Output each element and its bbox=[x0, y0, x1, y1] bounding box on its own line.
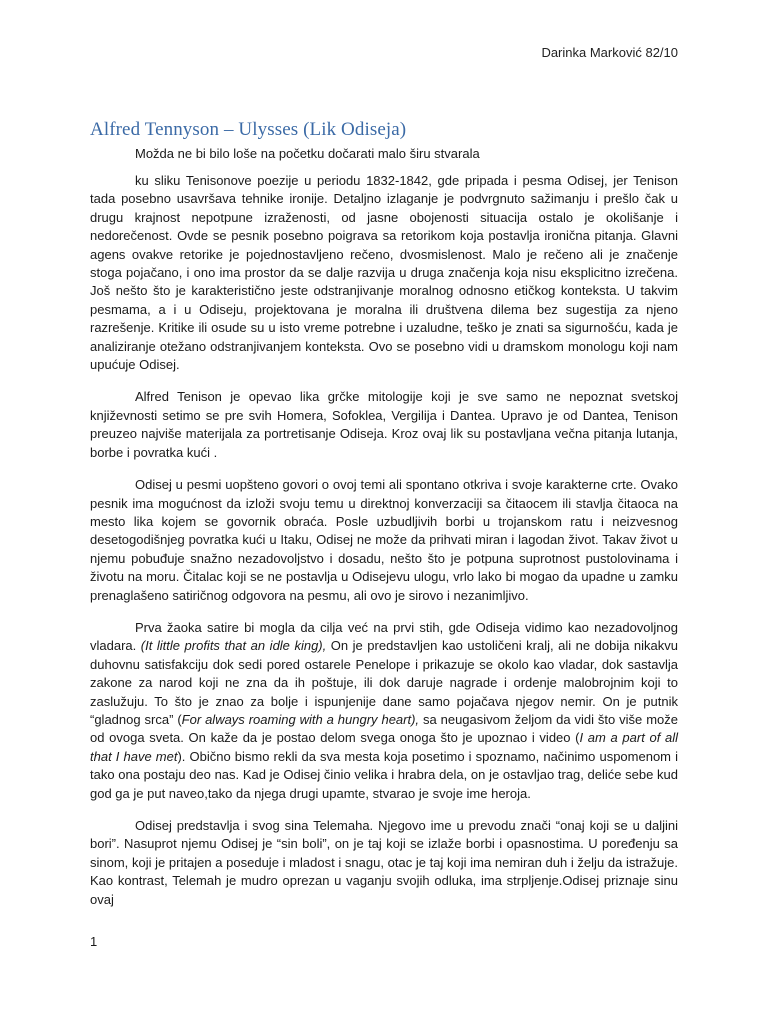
page-number: 1 bbox=[90, 934, 98, 949]
quote-hungry-heart: For always roaming with a hungry heart), bbox=[181, 711, 420, 727]
paragraph-4-text-1: Prva žaoka satire bi mogla da cilja već na prvi stih, gde Odiseja vidimo kao nezadovoljnog vladara. bbox=[90, 619, 678, 654]
paragraph-4-text-2: On je predstavljen kao ustoličeni kralj, ali ne dobija nikakvu duhovnu satisfakciju dok sedi pored ostarele Penelope i prikazuje se okolo kao vladar, dok sastavlja zakone za narod koji ne zna da ih poštuje, ili dok daruje nagrade i ordenje malobrojnim koji to zaslužuju. To što je znao za bolje i ispunjenije dane samo pojačava njegov nemir. On je putnik “gladnog srca” ( bbox=[90, 638, 678, 727]
intro-line: Možda ne bi bilo loše na početku dočarati malo širu stvarala bbox=[135, 146, 480, 161]
author-header: Darinka Marković 82/10 bbox=[541, 45, 678, 60]
paragraph-1: ku sliku Tenisonove poezije u periodu 1832-1842, gde pripada i pesma Odisej, jer Tenison tada posebno usavršava tehnike ironije. Detaljno izlaganje je podvrgnuto sažimanju i prešlo čak u drugu krajnost nepotpune izraženosti, od jasne obojenosti situacija ostalo je okolišanje i nedorečenost. Ovde se pesnik posebno poigrava sa retorikom koja postavlja ironična pitanja. Glavni agens ovakve retorike je pojednostavljeno rečeno, dvosmislenost. Malo je rečeno ali je značenje stoga pojačano, i ono ima prostor da se dalje razvija u druga značenja koja nisu eksplicitno izrečena. Još nešto što je karakteristično jeste odstranjivanje moralnog odnosno etičkog konteksta. U takvim pesmama, a i u Odiseju, projektovana je moralna ili društvena dilema bez sugestija za njeno razrešenje. Kritike ili osude su u isto vreme potrebne i uzaludne, teško je znati sa sigurnošću, kada je analiziranje otežano odstranjivanjem konteksta. Ovo se posebno vidi u dramskom monologu koji nam upućuje Odisej. bbox=[90, 173, 678, 373]
paragraph-2: Alfred Tenison je opevao lika grčke mitologije koji je sve samo ne nepoznat svetskoj književnosti setimo se pre svih Homera, Sofoklea, Vergilija i Dantea. Upravo je od Dantea, Tenison preuzeo najviše materijala za portretisanje Odiseja. Kroz ovaj lik su postavljana večna pitanja lutanja, borbe i povratka kući . bbox=[90, 389, 678, 460]
quote-idle-king: (It little profits that an idle king), bbox=[140, 638, 327, 654]
paragraph-3: Odisej u pesmi uopšteno govori o ovoj temi ali spontano otkriva i svoje karakterne crte. Ovako pesnik ima mogućnost da izloži svoju temu u direktnoj konverzaciji sa čitaocem ili stavlja čitaoca na mesto lika kojem se govornik obraća. Posle uzbudljivih borbi u trojanskom ratu i neizvesnog desetogodišnjeg povratka kući u Itaku, Odisej ne može da prihvati miran i lagodan život. Takav život u njemu pobuđuje snažno nezadovoljstvo i dosadu, nešto što je potpuna suprotnost pustolovinama i životu na moru. Čitalac koji se ne postavlja u Odisejevu ulogu, vrlo lako bi mogao da upadne u zamku prenaglašeno satiričnog odgovora na pesmu, ali ovo je sirovo i nezanimljivo. bbox=[90, 477, 678, 603]
document-body bbox=[90, 172, 678, 923]
paragraph-4-text-3: sa neugasivom željom da vidi što više može od ovoga sveta. On kaže da je postao delom svega onoga što je upoznao i video ( bbox=[90, 711, 678, 746]
quote-part-of-all: I am a part of all that I have met bbox=[90, 730, 678, 764]
document-title: Alfred Tennyson – Ulysses (Lik Odiseja) bbox=[90, 119, 407, 140]
paragraph-5: Odisej predstavlja i svog sina Telemaha. Njegovo ime u prevodu znači “onaj koji se u daljini bori”. Nasuprot njemu Odisej je “sin boli”, on je taj koji se izlaže borbi i opasnostima. U poređenju sa sinom, koji je pritajen a poseduje i mladost i snagu, otac je taj koji ima nemiran duh i želju da istražuje. Kao kontrast, Telemah je mudro oprezan u vaganju svojih odluka, ima strpljenje.Odisej priznaje sinu ovaj bbox=[90, 818, 678, 907]
paragraph-4 bbox=[90, 619, 678, 803]
paragraph-4-text-4: ). Obično bismo rekli da sva mesta koja posetimo i spoznamo, načinimo uspomenom i tako ona postaju deo nas. Kad je Odisej činio velika i hrabra dela, on je ostavljao trag, deliće sebe kud god ga je put naveo,tako da njega drugi upamte, stvarao je svoje ime heroja. bbox=[90, 748, 678, 801]
